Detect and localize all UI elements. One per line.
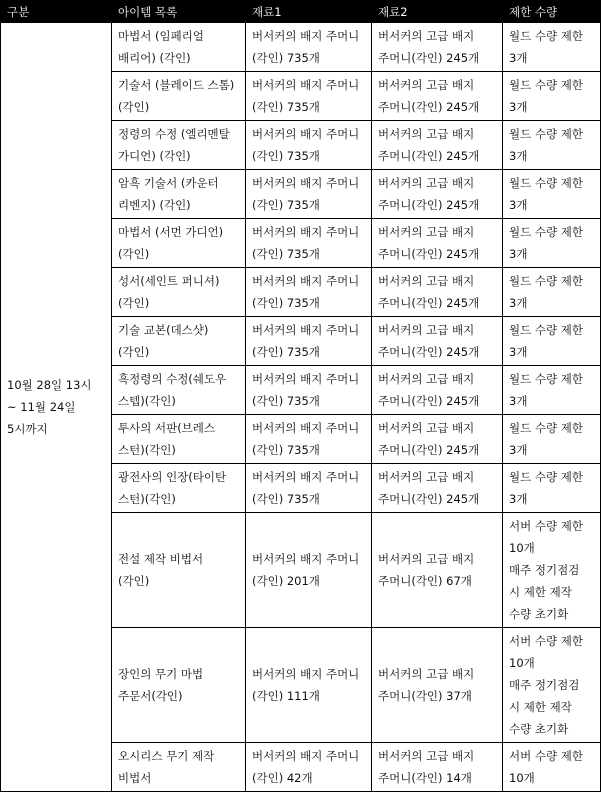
item-cell: 기술 교본(데스샷)(각인) [112, 317, 246, 366]
limit-cell: 월드 수량 제한 3개 [503, 219, 601, 268]
limit-text: 서버 수량 제한 10개 [509, 634, 583, 670]
limit-cell: 월드 수량 제한 3개 [503, 268, 601, 317]
item-cell: 투사의 서판(브레스 스턴)(각인) [112, 415, 246, 464]
header-limit: 제한 수량 [503, 1, 601, 23]
material2-cell: 버서커의 고급 배지 주머니(각인) 245개 [372, 121, 503, 170]
material2-cell: 버서커의 고급 배지 주머니(각인) 67개 [372, 513, 503, 628]
material2-cell: 버서커의 고급 배지 주머니(각인) 245개 [372, 170, 503, 219]
item-cell: 흑정령의 수정(쉐도우 스텝)(각인) [112, 366, 246, 415]
material1-cell: 버서커의 배지 주머니(각인) 735개 [246, 464, 372, 513]
item-cell: 마법서 (임페리얼 배리어) (각인) [112, 23, 246, 72]
item-cell: 광전사의 인장(타이탄 스턴)(각인) [112, 464, 246, 513]
material2-cell: 버서커의 고급 배지 주머니(각인) 245개 [372, 464, 503, 513]
material2-cell: 버서커의 고급 배지 주머니(각인) 245개 [372, 366, 503, 415]
material2-cell: 버서커의 고급 배지 주머니(각인) 245개 [372, 415, 503, 464]
header-row [1, 1, 601, 23]
material2-cell: 버서커의 고급 배지 주머니(각인) 14개 [372, 743, 503, 792]
limit-cell: 월드 수량 제한 3개 [503, 317, 601, 366]
material2-cell: 버서커의 고급 배지 주머니(각인) 245개 [372, 72, 503, 121]
header-category: 구분 [1, 1, 112, 23]
header-material1: 재료1 [246, 1, 372, 23]
limit-reset-text: 매주 정기점검 시 제한 제작 수량 초기화 [509, 678, 580, 736]
item-cell: 마법서 (서먼 가디언)(각인) [112, 219, 246, 268]
header-item: 아이템 목록 [112, 1, 246, 23]
header-material2: 재료2 [372, 1, 503, 23]
limit-cell: 월드 수량 제한 3개 [503, 464, 601, 513]
material2-cell: 버서커의 고급 배지 주머니(각인) 245개 [372, 23, 503, 72]
item-cell: 오시리스 무기 제작 비법서 [112, 743, 246, 792]
material1-cell: 버서커의 배지 주머니(각인) 735개 [246, 121, 372, 170]
material2-cell: 버서커의 고급 배지 주머니(각인) 245개 [372, 317, 503, 366]
limit-cell: 월드 수량 제한 3개 [503, 415, 601, 464]
item-cell: 전설 제작 비법서 (각인) [112, 513, 246, 628]
item-cell: 성서(세인트 퍼니셔)(각인) [112, 268, 246, 317]
material1-cell: 버서커의 배지 주머니(각인) 735개 [246, 415, 372, 464]
material1-cell: 버서커의 배지 주머니(각인) 735개 [246, 72, 372, 121]
material1-cell: 버서커의 배지 주머니(각인) 42개 [246, 743, 372, 792]
material1-cell: 버서커의 배지 주머니(각인) 735개 [246, 366, 372, 415]
limit-cell: 월드 수량 제한 3개 [503, 23, 601, 72]
material2-cell: 버서커의 고급 배지 주머니(각인) 245개 [372, 268, 503, 317]
limit-cell: 월드 수량 제한 3개 [503, 366, 601, 415]
table-row [1, 23, 601, 72]
limit-cell [503, 513, 601, 628]
material2-cell: 버서커의 고급 배지 주머니(각인) 37개 [372, 628, 503, 743]
limit-cell: 월드 수량 제한 3개 [503, 72, 601, 121]
material1-cell: 버서커의 배지 주머니(각인) 735개 [246, 23, 372, 72]
item-cell: 암흑 기술서 (카운터 리벤지) (각인) [112, 170, 246, 219]
period-cell: 10월 28일 13시 ~ 11월 24일 5시까지 [1, 23, 112, 792]
material1-cell: 버서커의 배지 주머니(각인) 201개 [246, 513, 372, 628]
material1-cell: 버서커의 배지 주머니(각인) 735개 [246, 219, 372, 268]
limit-reset-text: 매주 정기점검 시 제한 제작 수량 초기화 [509, 563, 580, 621]
limit-text: 서버 수량 제한 10개 [509, 519, 583, 555]
limit-cell: 서버 수량 제한 10개 [503, 743, 601, 792]
material2-cell: 버서커의 고급 배지 주머니(각인) 245개 [372, 219, 503, 268]
limit-cell [503, 628, 601, 743]
item-cell: 장인의 무기 마법 주문서(각인) [112, 628, 246, 743]
item-cell: 기술서 (블레이드 스톰) (각인) [112, 72, 246, 121]
material1-cell: 버서커의 배지 주머니(각인) 735개 [246, 317, 372, 366]
material1-cell: 버서커의 배지 주머니(각인) 735개 [246, 170, 372, 219]
item-cell: 정령의 수정 (엘리멘탈 가디언) (각인) [112, 121, 246, 170]
material1-cell: 버서커의 배지 주머니(각인) 111개 [246, 628, 372, 743]
limit-cell: 월드 수량 제한 3개 [503, 170, 601, 219]
limit-cell: 월드 수량 제한 3개 [503, 121, 601, 170]
material1-cell: 버서커의 배지 주머니(각인) 735개 [246, 268, 372, 317]
